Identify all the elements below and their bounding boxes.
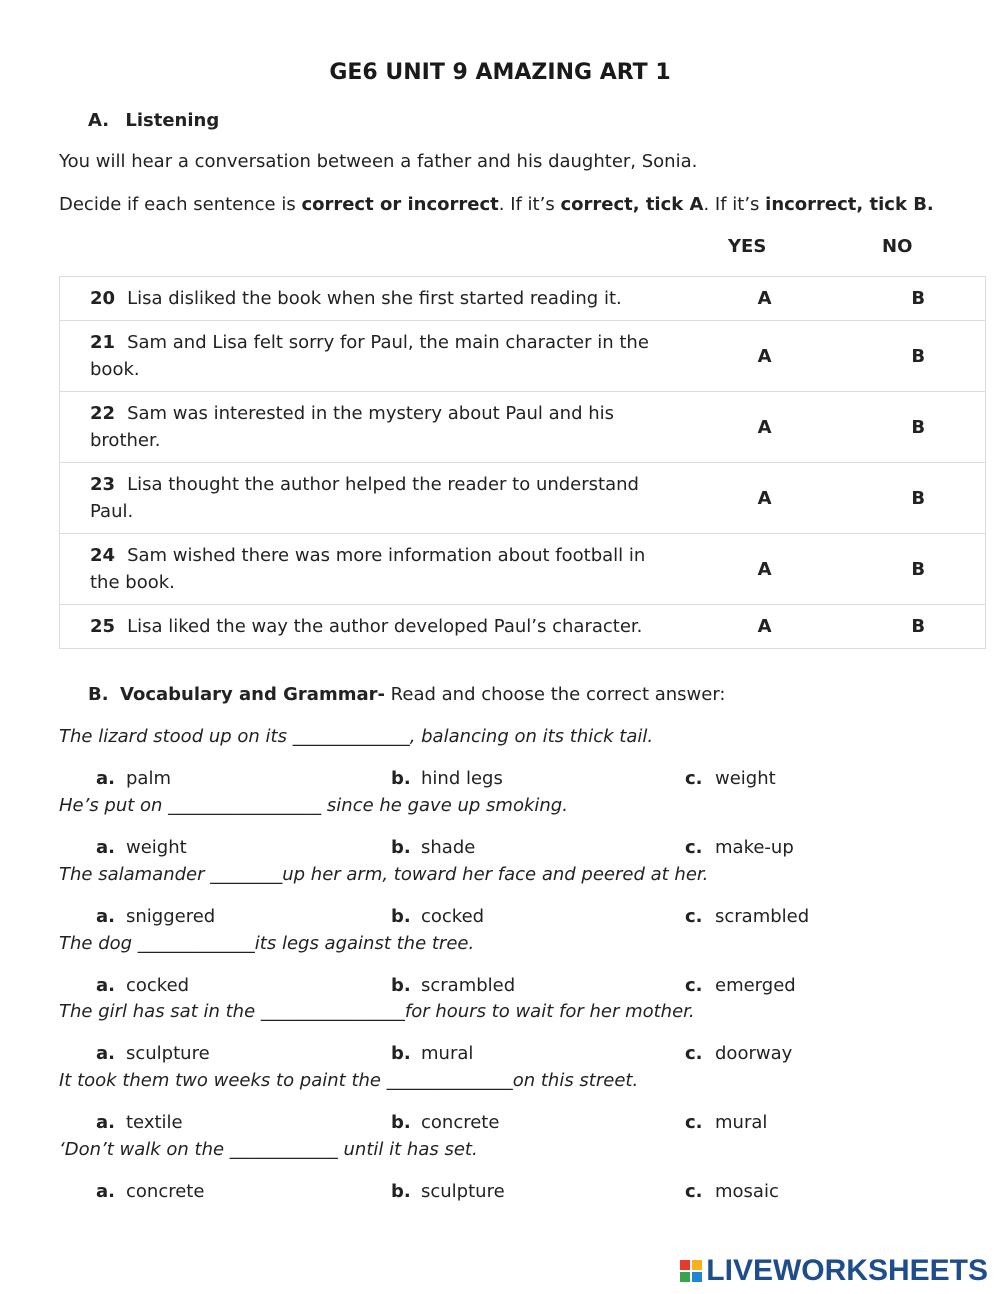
option-text: weight	[715, 768, 776, 789]
question-statement	[60, 321, 675, 392]
option-letter: c.	[685, 768, 703, 789]
vocab-sentence-5: The girl has sat in the ________________for hours to wait for her mother.	[59, 1001, 695, 1022]
section-b-number: B.	[88, 684, 109, 705]
option-a[interactable]	[96, 768, 171, 789]
listening-instructions	[59, 194, 934, 215]
column-header-no: NO	[882, 236, 913, 257]
section-b-instruction: Read and choose the correct answer:	[384, 684, 726, 705]
option-letter: c.	[685, 906, 703, 927]
question-text: Sam wished there was more information about football in the book.	[90, 545, 646, 593]
section-b-heading	[88, 684, 726, 705]
table-row	[60, 463, 986, 534]
instr-bold-1: correct or incorrect	[301, 194, 499, 215]
option-text: sculpture	[126, 1043, 210, 1064]
question-text: Sam and Lisa felt sorry for Paul, the main character in the book.	[90, 332, 649, 380]
option-a[interactable]	[96, 1181, 204, 1202]
answer-option-b[interactable]: B	[852, 321, 986, 392]
answer-option-a[interactable]: A	[675, 392, 852, 463]
option-letter: a.	[96, 975, 115, 996]
option-text: cocked	[421, 906, 485, 927]
answer-option-b[interactable]: B	[852, 277, 986, 321]
answer-option-b[interactable]: B	[852, 392, 986, 463]
option-a[interactable]	[96, 837, 187, 858]
option-letter: c.	[685, 837, 703, 858]
option-a[interactable]	[96, 906, 215, 927]
option-letter: a.	[96, 1043, 115, 1064]
liveworksheets-logo[interactable]	[680, 1254, 988, 1288]
answer-option-b[interactable]: B	[852, 463, 986, 534]
question-number: 20	[90, 288, 116, 309]
instr-bold-2: correct, tick A	[560, 194, 704, 215]
table-row	[60, 534, 986, 605]
logo-text: LIVEWORKSHEETS	[706, 1254, 988, 1287]
instr-bold-3: incorrect, tick B.	[765, 194, 934, 215]
question-statement	[60, 392, 675, 463]
option-b[interactable]	[391, 768, 503, 789]
question-statement	[60, 605, 675, 649]
question-number: 25	[90, 616, 116, 637]
logo-square	[680, 1260, 690, 1270]
option-text: palm	[126, 768, 171, 789]
option-letter: a.	[96, 1112, 115, 1133]
option-text: doorway	[715, 1043, 793, 1064]
question-statement	[60, 463, 675, 534]
answer-option-a[interactable]: A	[675, 463, 852, 534]
question-number: 23	[90, 474, 116, 495]
option-letter: c.	[685, 1181, 703, 1202]
question-number: 22	[90, 403, 116, 424]
question-text: Sam was interested in the mystery about Paul and his brother.	[90, 403, 615, 451]
option-c[interactable]	[685, 1043, 792, 1064]
option-a[interactable]	[96, 1043, 210, 1064]
page-title: GE6 UNIT 9 AMAZING ART 1	[329, 60, 671, 85]
question-number: 24	[90, 545, 116, 566]
logo-square	[692, 1260, 702, 1270]
option-text: weight	[126, 837, 187, 858]
instr-text-3: . If it’s	[703, 194, 766, 215]
section-b-label: Vocabulary and Grammar-	[120, 684, 385, 705]
vocab-sentence-2: He’s put on _________________ since he gave up smoking.	[59, 795, 568, 816]
option-b[interactable]	[391, 1181, 505, 1202]
table-row	[60, 277, 986, 321]
option-letter: a.	[96, 837, 115, 858]
question-statement	[60, 277, 675, 321]
option-text: concrete	[126, 1181, 205, 1202]
answer-option-a[interactable]: A	[675, 277, 852, 321]
option-b[interactable]	[391, 837, 475, 858]
answer-option-a[interactable]: A	[675, 605, 852, 649]
vocab-sentence-7: ‘Don’t walk on the ____________ until it has set.	[59, 1139, 478, 1160]
option-c[interactable]	[685, 1112, 767, 1133]
vocab-sentence-1: The lizard stood up on its _____________, balancing on its thick tail.	[59, 726, 654, 747]
table-row	[60, 321, 986, 392]
option-letter: a.	[96, 768, 115, 789]
option-text: cocked	[126, 975, 190, 996]
option-text: hind legs	[421, 768, 503, 789]
section-a-heading	[88, 110, 219, 131]
section-a-label: Listening	[125, 110, 220, 131]
option-letter: b.	[391, 975, 411, 996]
option-c[interactable]	[685, 1181, 779, 1202]
answer-option-a[interactable]: A	[675, 534, 852, 605]
option-letter: b.	[391, 1181, 411, 1202]
option-text: mural	[421, 1043, 474, 1064]
option-letter: b.	[391, 1043, 411, 1064]
option-text: textile	[126, 1112, 183, 1133]
option-text: sculpture	[421, 1181, 505, 1202]
table-row	[60, 392, 986, 463]
logo-square	[692, 1272, 702, 1282]
option-text: scrambled	[715, 906, 810, 927]
option-b[interactable]	[391, 1043, 473, 1064]
option-text: concrete	[421, 1112, 500, 1133]
option-letter: a.	[96, 1181, 115, 1202]
vocab-sentence-6: It took them two weeks to paint the ______________on this street.	[59, 1070, 639, 1091]
option-c[interactable]	[685, 837, 794, 858]
vocab-sentence-4: The dog _____________its legs against the tree.	[59, 933, 475, 954]
option-text: sniggered	[126, 906, 216, 927]
table-row	[60, 605, 986, 649]
option-text: mosaic	[715, 1181, 779, 1202]
option-a[interactable]	[96, 975, 189, 996]
listening-question-table	[59, 276, 986, 649]
question-statement	[60, 534, 675, 605]
option-letter: b.	[391, 837, 411, 858]
option-letter: b.	[391, 1112, 411, 1133]
answer-option-b[interactable]: B	[852, 534, 986, 605]
option-letter: c.	[685, 1112, 703, 1133]
option-b[interactable]	[391, 906, 484, 927]
option-a[interactable]	[96, 1112, 183, 1133]
option-b[interactable]	[391, 975, 515, 996]
option-text: make-up	[715, 837, 794, 858]
option-b[interactable]	[391, 1112, 499, 1133]
option-c[interactable]	[685, 975, 796, 996]
option-text: shade	[421, 837, 476, 858]
option-letter: c.	[685, 975, 703, 996]
vocab-sentence-3: The salamander ________up her arm, toward her face and peered at her.	[59, 864, 709, 885]
question-text: Lisa thought the author helped the reader to understand Paul.	[90, 474, 639, 522]
listening-intro: You will hear a conversation between a father and his daughter, Sonia.	[59, 151, 698, 172]
question-number: 21	[90, 332, 116, 353]
instr-text-1: Decide if each sentence is	[59, 194, 302, 215]
question-text: Lisa disliked the book when she first started reading it.	[127, 288, 622, 309]
question-text: Lisa liked the way the author developed Paul’s character.	[127, 616, 643, 637]
option-letter: b.	[391, 906, 411, 927]
option-letter: c.	[685, 1043, 703, 1064]
option-text: scrambled	[421, 975, 516, 996]
answer-option-b[interactable]: B	[852, 605, 986, 649]
option-letter: a.	[96, 906, 115, 927]
column-header-yes: YES	[728, 236, 767, 257]
logo-grid-icon	[680, 1260, 702, 1282]
logo-square	[680, 1272, 690, 1282]
section-a-number: A.	[88, 110, 110, 131]
option-c[interactable]	[685, 768, 776, 789]
instr-text-2: . If it’s	[498, 194, 561, 215]
option-letter: b.	[391, 768, 411, 789]
option-text: mural	[715, 1112, 768, 1133]
option-text: emerged	[715, 975, 796, 996]
option-c[interactable]	[685, 906, 809, 927]
answer-option-a[interactable]: A	[675, 321, 852, 392]
